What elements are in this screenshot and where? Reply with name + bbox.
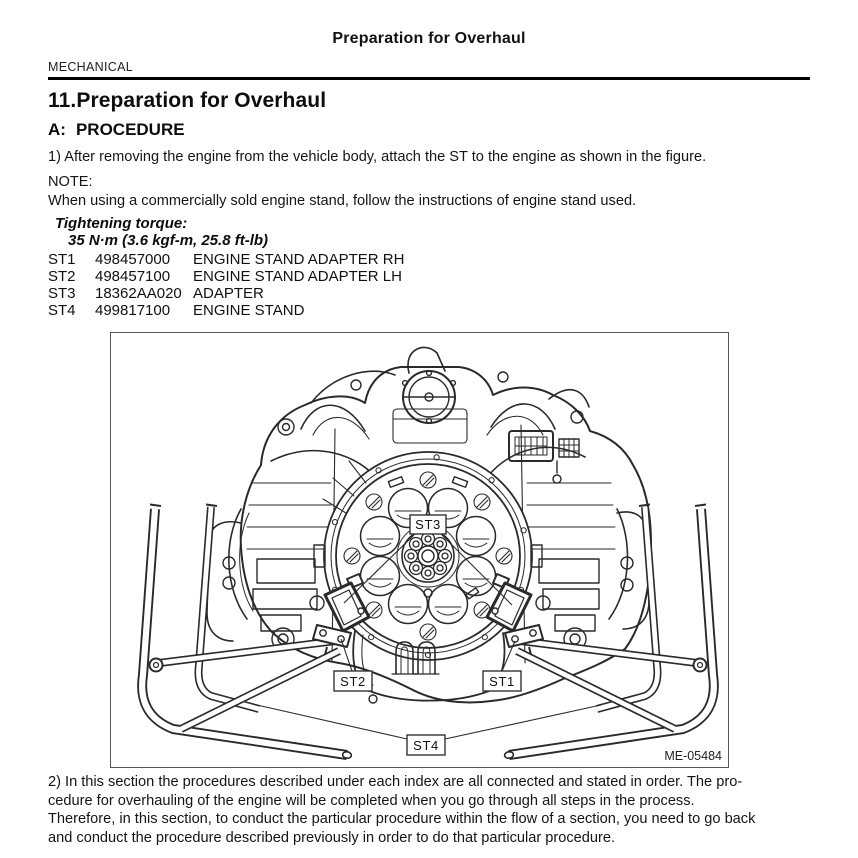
torque-block xyxy=(48,215,810,249)
tool-table xyxy=(48,251,810,319)
page-title: Preparation for Overhaul xyxy=(332,30,526,47)
tool-id: ST4 xyxy=(48,302,76,319)
torque-value: 35 N·m (3.6 kgf-m, 25.8 ft-lb) xyxy=(68,232,269,249)
st2-callout xyxy=(334,671,372,691)
tool-name: ADAPTER xyxy=(193,285,264,302)
st4-callout xyxy=(407,735,445,755)
step-1-text: 1) After removing the engine from the vehicle body, attach the ST to the engine as shown in the figure. xyxy=(48,149,707,165)
tool-part-number: 18362AA020 xyxy=(95,285,182,302)
tool-id: ST1 xyxy=(48,251,76,268)
tool-name: ENGINE STAND xyxy=(193,302,305,319)
tool-id: ST2 xyxy=(48,268,76,285)
step-2-line: 2) In this section the procedures described under each index are all connected and stated in order. The pro- xyxy=(48,774,743,790)
torque-label: Tightening torque: xyxy=(55,215,188,232)
st1-callout xyxy=(483,671,521,691)
tool-row xyxy=(48,302,810,319)
procedure-heading-label: PROCEDURE xyxy=(75,120,185,139)
procedure-heading-prefix: A: xyxy=(48,120,66,139)
note-label: NOTE: xyxy=(48,174,93,190)
section-label: MECHANICAL xyxy=(48,60,133,74)
tool-part-number: 498457000 xyxy=(95,251,171,268)
tool-row xyxy=(48,268,810,285)
tool-part-number: 499817100 xyxy=(95,302,171,319)
tool-row xyxy=(48,251,810,268)
engine-stand-diagram xyxy=(111,333,728,767)
step-2-line: Therefore, in this section, to conduct the particular procedure within the flow of a section, you need to go back xyxy=(48,811,756,828)
figure-frame xyxy=(110,332,729,768)
section-heading: 11.Preparation for Overhaul xyxy=(48,89,327,112)
step-2-line: cedure for overhauling of the engine will be completed when you go through all steps in the process. xyxy=(48,792,695,809)
figure-code: ME-05484 xyxy=(664,749,722,763)
st1-callout-label: ST1 xyxy=(489,674,515,689)
tool-id: ST3 xyxy=(48,285,76,302)
tool-row xyxy=(48,285,810,302)
st4-callout-label: ST4 xyxy=(413,738,439,753)
st3-callout-label: ST3 xyxy=(415,517,441,532)
divider-rule xyxy=(48,77,810,80)
note-text: When using a commercially sold engine stand, follow the instructions of engine stand used. xyxy=(48,193,637,209)
note-block xyxy=(48,173,810,211)
tool-part-number: 498457100 xyxy=(95,268,171,285)
tool-name: ENGINE STAND ADAPTER LH xyxy=(193,268,402,285)
step-2-text xyxy=(48,773,810,847)
step-2-line: and conduct the procedure described previously in order to do that particular procedure. xyxy=(48,829,616,846)
tool-name: ENGINE STAND ADAPTER RH xyxy=(193,251,405,268)
st3-callout xyxy=(410,515,446,534)
st2-callout-label: ST2 xyxy=(340,674,366,689)
procedure-heading xyxy=(48,120,810,140)
